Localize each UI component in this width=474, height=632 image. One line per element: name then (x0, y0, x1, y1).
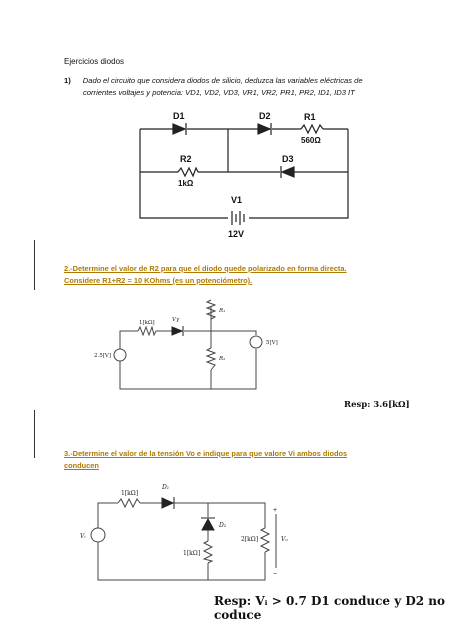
circuit-1-r2-value: 1kΩ (178, 179, 194, 188)
question-1-number: 1) (64, 76, 71, 85)
circuit-3-plus-sign: + (273, 507, 278, 514)
question-2-line-1: 2.-Determine el valor de R2 para que el diodo quede polarizado en forma directa. (64, 264, 347, 273)
question-3-line-1: 3.-Determine el valor de la tensión Vo e indique para que valore Vi ambos diodos (64, 449, 348, 458)
circuit-3-d2-label: D₂ (219, 522, 227, 529)
circuit-1-r1-value: 560Ω (301, 136, 321, 145)
circuit-1-r2-label: R2 (180, 154, 192, 164)
circuit-1-d1-label: D1 (173, 111, 185, 121)
answer-2: Resp: 3.6[kΩ] (344, 400, 410, 410)
circuit-1-v1-label: V1 (231, 195, 243, 205)
question-3-line-2: conducen (64, 461, 99, 470)
document-title: Ejercicios diodos (64, 57, 125, 66)
circuit-1-v1-value: 12V (228, 229, 245, 239)
question-2-line-2: Considere R1+R2 = 10 KOhms (es un potenciómetro). (64, 276, 253, 285)
circuit-2-r1-label: R₁ (219, 308, 226, 314)
circuit-3-d1-label: D₁ (162, 484, 170, 491)
answer-3: Resp: Vᵢ > 0.7 D1 conduce y D2 no coduce (214, 594, 446, 622)
question-1-line-2: corrientes voltajes y potencia: VD1, VD2, VD3, VR1, VR2, PR1, PR2, ID1, ID3 IT (83, 88, 355, 97)
circuit-2-diode-label: Vγ (172, 317, 180, 323)
circuit-2-right-source-label: 5[V] (266, 340, 278, 346)
circuit-2-left-source-label: 2.5[V] (94, 353, 112, 359)
circuit-3-vi-label: Vᵢ (80, 533, 86, 540)
circuit-2-r2-label: R₂ (219, 356, 226, 362)
circuit-3-mid-resistor-label: 1[kΩ] (183, 550, 201, 557)
circuit-1-d2-label: D2 (259, 111, 271, 121)
circuit-3-right-resistor-label: 2[kΩ] (241, 536, 259, 543)
circuit-2-r-label: 1[kΩ] (139, 320, 155, 326)
circuit-1-r1-label: R1 (304, 112, 316, 122)
question-1-line-1: Dado el circuito que considera diodos de silicio, deduzca las variables eléctricas de (82, 76, 363, 85)
circuit-3-minus-sign: − (273, 571, 278, 578)
circuit-1-d3-label: D3 (282, 154, 294, 164)
circuit-3-vo-label: Vₒ (281, 536, 288, 543)
circuit-3-top-resistor-label: 1[kΩ] (121, 490, 139, 497)
